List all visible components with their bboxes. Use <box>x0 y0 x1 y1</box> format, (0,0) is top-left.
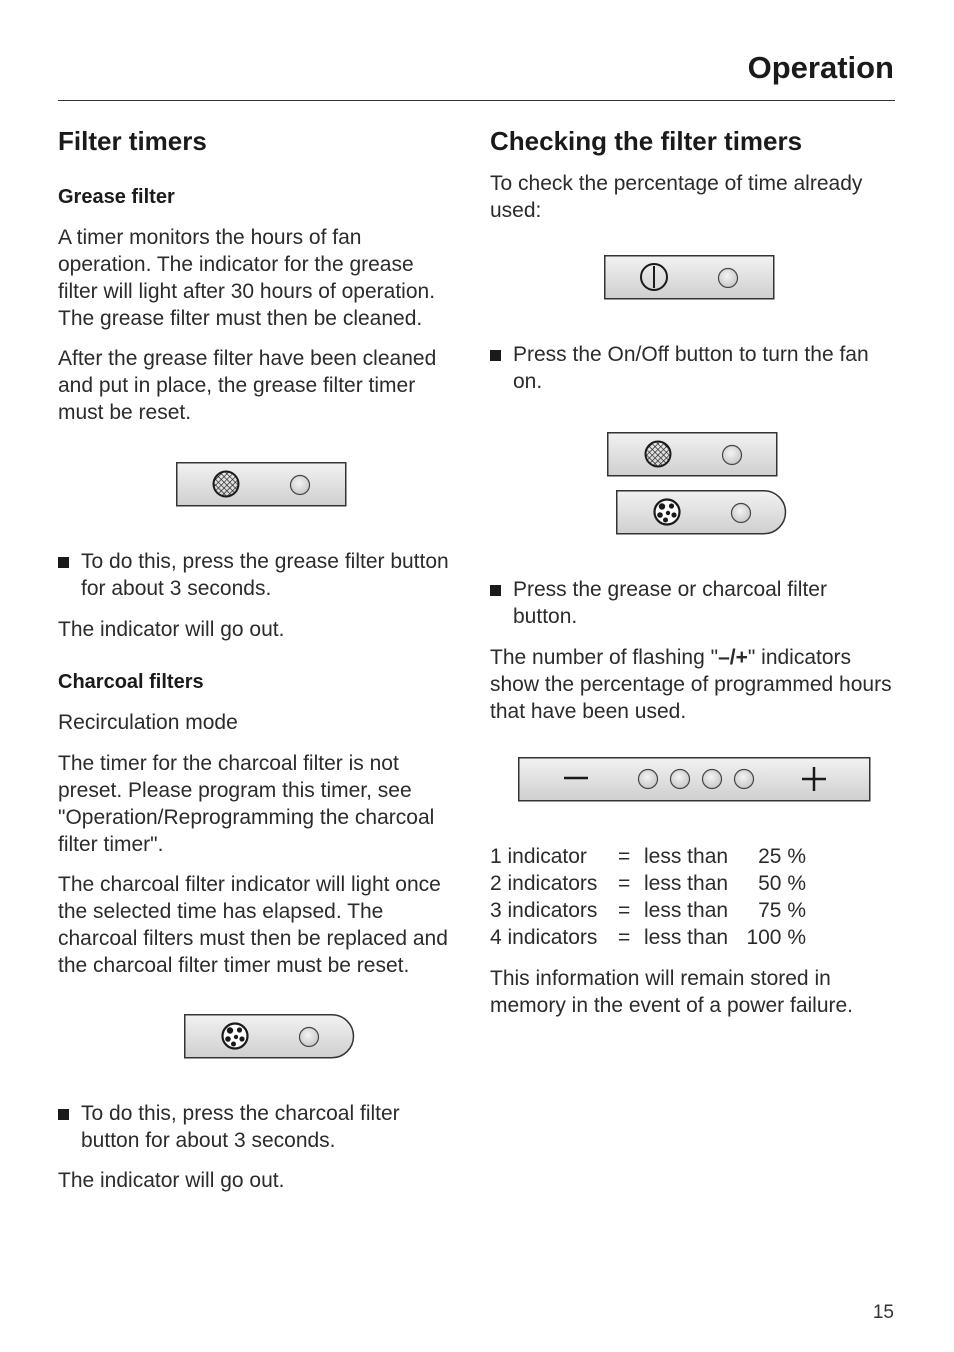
indicator-row: 1 indicator = less than 25 % <box>490 845 806 868</box>
grease-filter-reset-step: To do this, press the grease filter button for about 3 seconds. <box>58 548 450 602</box>
indicator-led-3 <box>703 770 722 789</box>
grease-filter-indicator-led <box>291 476 310 495</box>
flashing-indicators-para: The number of flashing "–/+" indicators show the percentage of programmed hours that have been used. <box>490 646 892 723</box>
left-column <box>58 124 450 1194</box>
power-indicator-led <box>719 269 738 288</box>
indicator-led-2 <box>671 770 690 789</box>
page-title: Operation <box>747 50 894 85</box>
bullet-square-icon <box>490 350 501 361</box>
bullet-square-icon <box>58 557 69 568</box>
turn-fan-on-step: Press the On/Off button to turn the fan on. <box>490 341 895 395</box>
grease-filter-button-panel <box>58 462 450 508</box>
charcoal-filter-icon[interactable] <box>223 1024 248 1049</box>
indicator-row: 2 indicators = less than 50 % <box>490 872 806 895</box>
on-off-button-panel <box>490 255 895 301</box>
grease-filter-para-1: A timer monitors the hours of fan operation. The indicator for the grease filter will light after 30 hours of operation. The grease filter must then be cleaned. <box>58 226 436 330</box>
grease-filter-button-panel-2 <box>490 432 895 478</box>
grease-filter-icon[interactable] <box>214 472 239 497</box>
indicator-led-4 <box>735 770 754 789</box>
bullet-square-icon <box>58 1109 69 1120</box>
filter-timers-heading: Filter timers <box>58 126 207 156</box>
charcoal-filter-indicator-led <box>732 504 751 523</box>
recirculation-mode-label: Recirculation mode <box>58 711 238 734</box>
minus-plus-indicator-panel <box>490 757 895 803</box>
grease-filter-result: The indicator will go out. <box>58 618 285 641</box>
grease-filter-para-2: After the grease filter have been cleaned and put in place, the grease filter timer must be reset. <box>58 347 437 424</box>
press-filter-button-step: Press the grease or charcoal filter button. <box>490 576 895 630</box>
charcoal-filter-para-1: The timer for the charcoal filter is not preset. Please program this timer, see "Operation/Reprogramming the charcoal filter timer". <box>58 752 435 856</box>
memory-note: This information will remain stored in memory in the event of a power failure. <box>490 967 854 1017</box>
charcoal-filter-button-panel <box>58 1014 450 1060</box>
charcoal-filter-para-2: The charcoal filter indicator will light once the selected time has elapsed. The charcoal filters must then be replaced and the charcoal filter timer must be reset. <box>58 873 448 977</box>
indicator-percentage-table <box>490 843 806 951</box>
grease-filter-heading: Grease filter <box>58 186 175 208</box>
grease-filter-indicator-led <box>723 446 742 465</box>
bullet-square-icon <box>490 585 501 596</box>
grease-filter-icon[interactable] <box>646 442 671 467</box>
charcoal-filter-button-panel-2 <box>490 490 895 536</box>
charcoal-filter-icon[interactable] <box>655 500 680 525</box>
charcoal-filters-heading: Charcoal filters <box>58 671 204 693</box>
charcoal-filter-indicator-led <box>300 1028 319 1047</box>
charcoal-filter-reset-step: To do this, press the charcoal filter button for about 3 seconds. <box>58 1100 450 1154</box>
page-number: 15 <box>872 1302 894 1323</box>
checking-filter-timers-heading: Checking the filter timers <box>490 126 803 156</box>
right-column <box>490 124 895 1019</box>
header-divider <box>58 100 895 101</box>
checking-intro: To check the percentage of time already used: <box>490 172 863 222</box>
minus-plus-symbol: –/+ <box>718 646 748 669</box>
indicator-led-1 <box>639 770 658 789</box>
indicator-row: 3 indicators = less than 75 % <box>490 899 806 922</box>
indicator-row: 4 indicators = less than 100 % <box>490 926 806 949</box>
charcoal-filter-result: The indicator will go out. <box>58 1169 285 1192</box>
